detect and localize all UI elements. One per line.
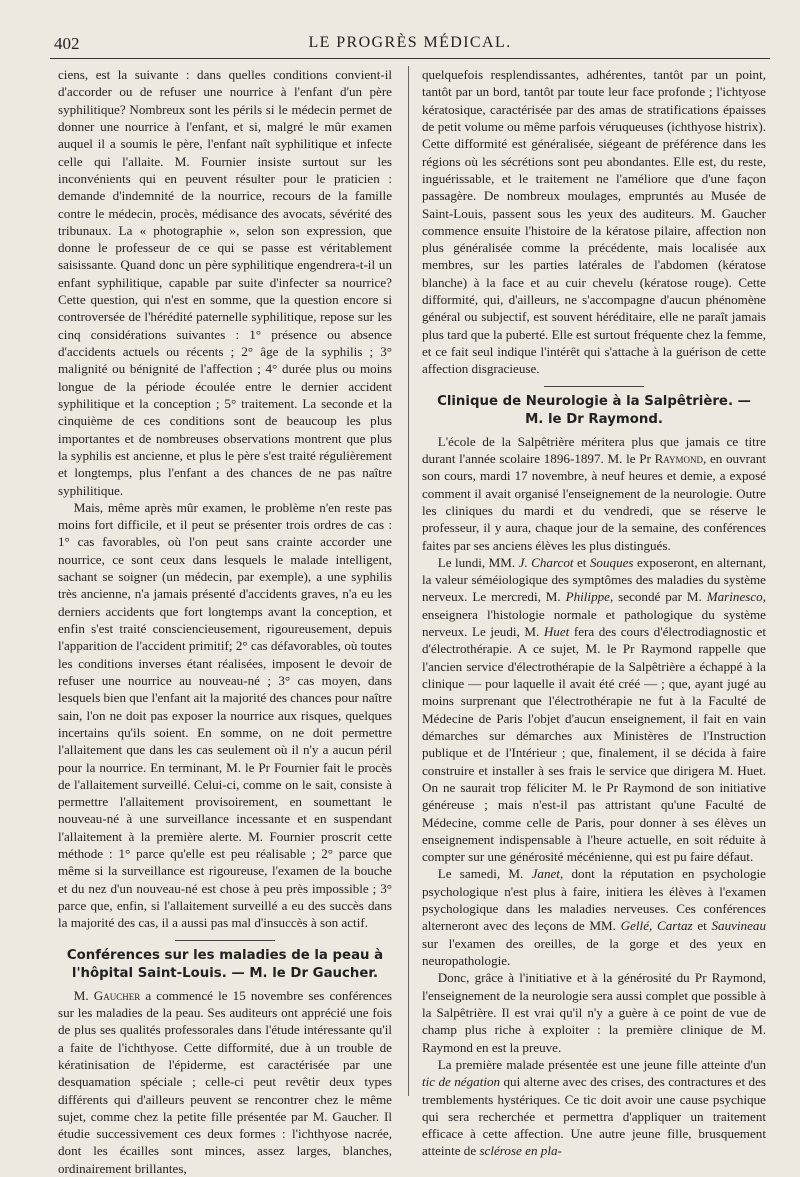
text-run: ,	[649, 918, 657, 934]
paragraph	[422, 1056, 766, 1160]
section-divider	[544, 386, 644, 387]
text-run: , enseignera l'histologie normale et pathologique du système nerveux. Le jeudi, M.	[422, 589, 766, 640]
paragraph	[422, 433, 766, 554]
person-name: Janet	[531, 866, 560, 882]
text-run: Le lundi, MM.	[437, 554, 519, 570]
person-name: Sauvineau	[711, 918, 767, 934]
author-name: Raymond	[654, 450, 703, 466]
right-column	[422, 66, 766, 1160]
left-column	[58, 66, 392, 1177]
header-rule	[50, 58, 770, 59]
heading-line: M. le Dr Raymond.	[525, 411, 663, 427]
text-run: , secondé par M.	[609, 589, 707, 605]
person-name: Philippe	[565, 589, 610, 605]
paragraph: ciens, est la suivante : dans quelles conditions convient-il d'accorder ou de refuser une nourrice à l'enfant d'un père syphilitique? Nombreux sont les périls si le médecin permet de donner une nourrice à l'enfant, et si, malgré le mûr examen auquel il a soumis le père, l'enfant naît syphilitique et infecte celle qui l'allaite. M. Fournier insiste surtout sur les inconvénients qui en peuvent résulter pour le praticien : demande d'indemnité de la nourrice, recours de la famille contre le médecin, procès, médisance des avocats, sévérité des tribunaux. La « photographie », selon son expression, que donne le professeur de ce qui se passe est véritablement saisissante. Quand donc un père syphilitique engendrera-t-il un enfant syphilitique, capable par suite d'infecter sa nourrice? Cette question, qui n'est en somme, que la question encore si controversée de l'hérédité paternelle syphilitique, repose sur les cinq considérations suivantes : 1° présence ou absence d'accidents actuels ou récents ; 2° âge de la syphilis ; 3° malignité ou bénignité de l'affection ; 4° durée plus ou moins longue de la période écoulée entre le dernier accident syphilitique et la conception ; 5° traitement. La seconde et la cinquième de ces conditions sont de beaucoup les plus importantes et de nombreuses observations montrent que plus la syphilis est ancienne, et plus le père s'est traité régulièrement et longtemps, plus l'enfant a des chances de ne pas naître syphilitique.	[58, 67, 392, 498]
paragraph	[58, 987, 392, 1177]
paragraph	[422, 554, 766, 866]
person-name: Marinesco	[706, 589, 763, 605]
paragraph: Mais, même après mûr examen, le problème n'en reste pas moins fort difficile, et il peut se présenter trois ordres de cas : 1° cas favorables, où l'on peut sans crainte accorder une nourrice, ce sont ceux dans lesquels le malade intelligent, sachant se soigner (un médecin, par exemple), a une syphilis très ancienne, n'a jamais présenté d'accidents graves, n'a eu les derniers accidents que fort longtemps avant la conception, et enfin s'est traité consciencieusement, rigoureusement, depuis l'apparition de l'accident primitif; 2° cas défavorables, où toutes les conditions inverses étant réalisées, imposent le devoir de refuser une nourrice au nouveau-né ; 3° cas moyen, dans lesquels bien que l'enfant ait la majorité des chances pour naître sain, l'on ne doit pas exposer la nourrice aux risques, quelques incertains qu'ils soient. En somme, on ne doit permettre l'allaitement que dans les cas seulement où il n'y a aucun péril pour la nourrice. En terminant, M. le Pr Fournier fait le procès de l'allaitement surveillé. Celui-ci, comme on le sait, consiste à permettre l'allaitement provisoirement, en soumettant le nouveau-né à une surveillance incessante et en suspendant l'allaitement à la première alerte. M. Fournier proscrit cette méthode : 1° parce qu'elle est peu réalisable ; 2° parce que même si la surveillance est rigoureuse, l'examen de la bouche et du nez d'un nouveau-né est chose à peu près impossible ; 3° parce que, enfin, si l'allaitement surveillé a eu des succès dans la majorité des cas, il a aussi pas mal d'insuccès à son actif.	[58, 499, 392, 931]
paragraph: quelquefois resplendissantes, adhérentes, tantôt par un point, tantôt par un bord, tantôt par toute leur face profonde ; l'ichtyose kératosique, caractérisée par des amas de stratifications épaisses de petit volume ou même parfois véruqueuses (ichthyose histrix). Cette difformité est généralisée, siégeant de préférence dans les régions où les sécrétions sont peu abondantes. Elle est, du reste, inguérissable, et le traitement ne l'améliore que d'une façon passagère. De nombreux moulages, empruntés au Musée de Saint-Louis, passent sous les yeux des auditeurs. M. Gaucher commence ensuite l'histoire de la kératose pilaire, affection non plus généralisée comme la précédente, mais localisée aux membres, sur les parties latérales de l'abdomen (kératose blanche) à la face et au cuir chevelu (kératose rouge). Cette difformité, qui, d'ailleurs, ne s'accompagne d'aucun phénomène général ou subjectif, est souvent héréditaire, elle ne paraît jamais plus tard que la puberté. Elle est surtout fréquente chez la femme, et ce fait seul indique l'intérêt qui s'attache à la guérison de cette affection disgracieuse.	[422, 67, 766, 377]
page-number: 402	[54, 34, 80, 53]
paragraph: Donc, grâce à l'initiative et à la générosité du Pr Raymond, l'enseignement de la neurologie sera aussi complet que possible à la Salpêtrière. Il est vrai qu'il n'y a guère à ce point de vue de champ plus riche à exploiter : la première clinique de M. Raymond en est la preuve.	[422, 970, 766, 1055]
text-run: et	[573, 554, 590, 570]
heading-line: l'hôpital Saint-Louis. — M. le Dr Gaucher.	[71, 965, 379, 981]
column-divider	[408, 66, 409, 1096]
section-heading-neurology	[422, 393, 766, 429]
journal-title: LE PROGRÈS MÉDICAL.	[308, 34, 512, 51]
text-run: L'école de la Salpêtrière méritera plus que jamais ce titre durant l'année scolaire 1896-1897. M. le Pr	[422, 433, 766, 466]
text-run: sur l'examen des oreilles, de la gorge et des yeux en neuropathologie.	[422, 935, 766, 968]
text-run: et	[692, 918, 712, 934]
person-name: Gellé	[620, 918, 650, 934]
text-run: fera des cours d'électrodiagnostic et d'électrothérapie. A ce sujet, M. le Pr Raymond rappelle que l'ancien service d'électrothérapie de la Salpêtrière a échappé à la clinique — pour laquelle il avait été créé — ; que, ayant jugé au moins surprenant que l'électrothérapie ne fut à la Faculté de Médecine de Paris l'objet d'aucun enseignement, il fait en vain démarches sur démarches aux Ministères de l'Instruction publique et de l'Intérieur ; que, finalement, il se décida à faire construire et installer à ses frais le service que dirigera M. Huet. On ne saurait trop féliciter M. le Pr Raymond de son initiative généreuse ; mais n'est-il pas attristant qu'une Faculté de Médecine, comme celle de Paris, pour donner à ses élèves un enseignement indispensable à l'heure actuelle, en soit réduite à compter sur une générosité mécénienne, qui est pu faire défaut.	[422, 624, 767, 865]
text-run: , dont la réputation en psychologie psychologique n'est plus à faire, initiera les élèves à l'examen psychologique dans les maladies nerveuses. Ces conférences alterneront avec des leçons de MM.	[422, 866, 766, 934]
person-name: Huet	[543, 624, 570, 640]
author-name: M. Gaucher	[73, 987, 141, 1003]
medical-term: sclérose en pla-	[479, 1143, 562, 1159]
medical-term: tic de négation	[422, 1074, 501, 1090]
heading-line: Conférences sur les maladies de la peau à	[66, 947, 384, 963]
section-heading-dermatology	[58, 947, 392, 983]
person-name: Souques	[589, 554, 634, 570]
text-run: Le samedi, M.	[437, 866, 532, 882]
text-run: exposeront, en alternant, la valeur séméiologique des symptômes des maladies du système nerveux. Le mercredi, M.	[422, 554, 766, 605]
paragraph-text: a commencé le 15 novembre ses conférences sur les maladies de la peau. Ses auditeurs ont apprécié une fois de plus ses qualités professorales dans l'étude intéressante qu'il a faite de l'ichthyose. Cette difformité, due à un trouble de kératinisation de l'épiderme, est caractérisée par une desquamation spéciale ; celle-ci peut revêtir deux types différents qui d'ailleurs peuvent se rencontrer chez le même sujet, comme chez la petite fille présentée par M. Gaucher. Il étudie successivement ces deux formes : l'ichthyose nacrée, dont les écailles sont minces, assez larges, blanches, ordinairement brillantes,	[58, 987, 392, 1176]
text-run: qui alterne avec des crises, des contractures et des tremblements hystériques. Ce tic doit avoir une cause psychique qui sera recherchée et permettra d'appliquer un traitement efficace à cette affection. Une autre jeune fille, brusquement atteinte de	[422, 1074, 766, 1159]
page-header	[50, 34, 770, 56]
person-name: J. Charcot	[518, 554, 574, 570]
heading-line: Clinique de Neurologie à la Salpêtrière. —	[437, 393, 751, 409]
paragraph	[422, 865, 766, 969]
section-divider	[175, 940, 275, 941]
person-name: Cartaz	[656, 918, 693, 934]
text-run: , en ouvrant son cours, mardi 17 novembre, à neuf heures et demie, a exposé comment il avait organisé l'enseignement de la neurologie. Outre les cliniques du mardi et du vendredi, que se réserve le professeur, il y aura, chaque jour de la semaine, des conférences faites par ses anciens élèves les plus distingués.	[422, 450, 766, 553]
text-run: La première malade présentée est une jeune fille atteinte d'un	[437, 1056, 766, 1072]
